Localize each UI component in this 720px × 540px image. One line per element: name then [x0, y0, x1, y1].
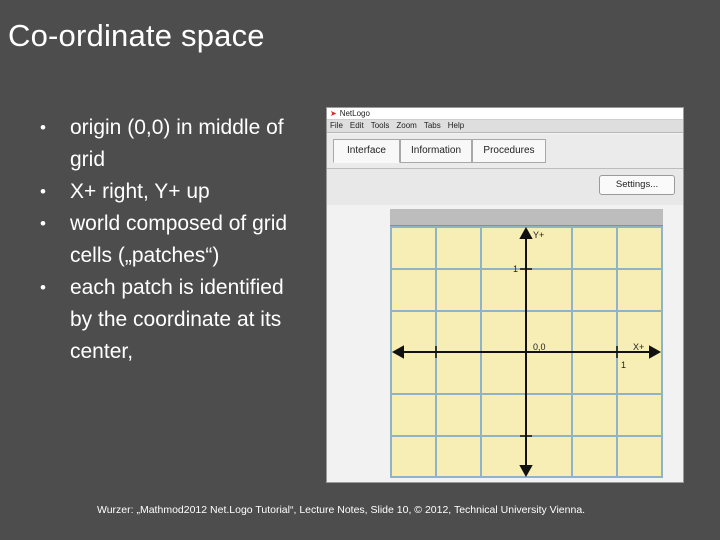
view-header-bar	[390, 209, 663, 226]
bullet-glyph: •	[40, 214, 46, 233]
y-axis-label: Y+	[533, 230, 545, 240]
menu-zoom[interactable]: Zoom	[396, 121, 417, 130]
menu-help[interactable]: Help	[447, 121, 465, 130]
menu-tabs[interactable]: Tabs	[423, 121, 441, 130]
y-tick-label: 1	[513, 264, 519, 274]
coordinate-grid	[390, 226, 663, 478]
bullet-glyph: •	[40, 278, 46, 297]
window-titlebar	[327, 108, 683, 120]
bullet-item	[40, 272, 310, 368]
bullet-item	[40, 112, 310, 176]
y-axis-down-arrow-icon	[521, 466, 531, 475]
y-axis-up-arrow-icon	[521, 229, 531, 238]
netlogo-window	[326, 107, 684, 483]
slide-title: Co-ordinate space	[8, 18, 265, 53]
bullet-item	[40, 176, 310, 208]
bullet-text: each patch is identified by the coordinate at its center,	[70, 276, 284, 363]
interface-toolbar	[327, 169, 683, 205]
menu-tools[interactable]: Tools	[370, 121, 390, 130]
tab-procedures[interactable]: Procedures	[472, 139, 546, 163]
x-axis-right-arrow-icon	[650, 347, 659, 357]
origin-label: 0,0	[533, 342, 546, 352]
tab-bar	[327, 134, 683, 169]
netlogo-logo-icon: ➤	[330, 109, 337, 118]
bullet-text: X+ right, Y+ up	[70, 180, 210, 203]
bullet-item	[40, 208, 310, 272]
x-tick-label: 1	[621, 360, 627, 370]
menu-file[interactable]: File	[330, 121, 343, 130]
bullet-text: origin (0,0) in middle of grid	[70, 116, 284, 171]
window-title: NetLogo	[339, 109, 370, 118]
world-view[interactable]	[390, 226, 663, 478]
bullet-glyph: •	[40, 182, 46, 201]
bullet-list	[40, 112, 310, 368]
x-axis-left-arrow-icon	[394, 347, 403, 357]
settings-button[interactable]: Settings...	[599, 175, 675, 195]
bullet-text: world composed of grid cells („patches“)	[70, 212, 288, 267]
slide-footer: Wurzer: „Mathmod2012 Net.Logo Tutorial“, Lecture Notes, Slide 10, © 2012, Technical University Vienna.	[97, 504, 586, 516]
menu-edit[interactable]: Edit	[349, 121, 364, 130]
x-axis-label: X+	[633, 342, 645, 352]
tab-information[interactable]: Information	[400, 139, 472, 163]
menu-bar	[327, 120, 683, 133]
tab-interface[interactable]: Interface	[333, 139, 400, 163]
bullet-glyph: •	[40, 118, 46, 137]
